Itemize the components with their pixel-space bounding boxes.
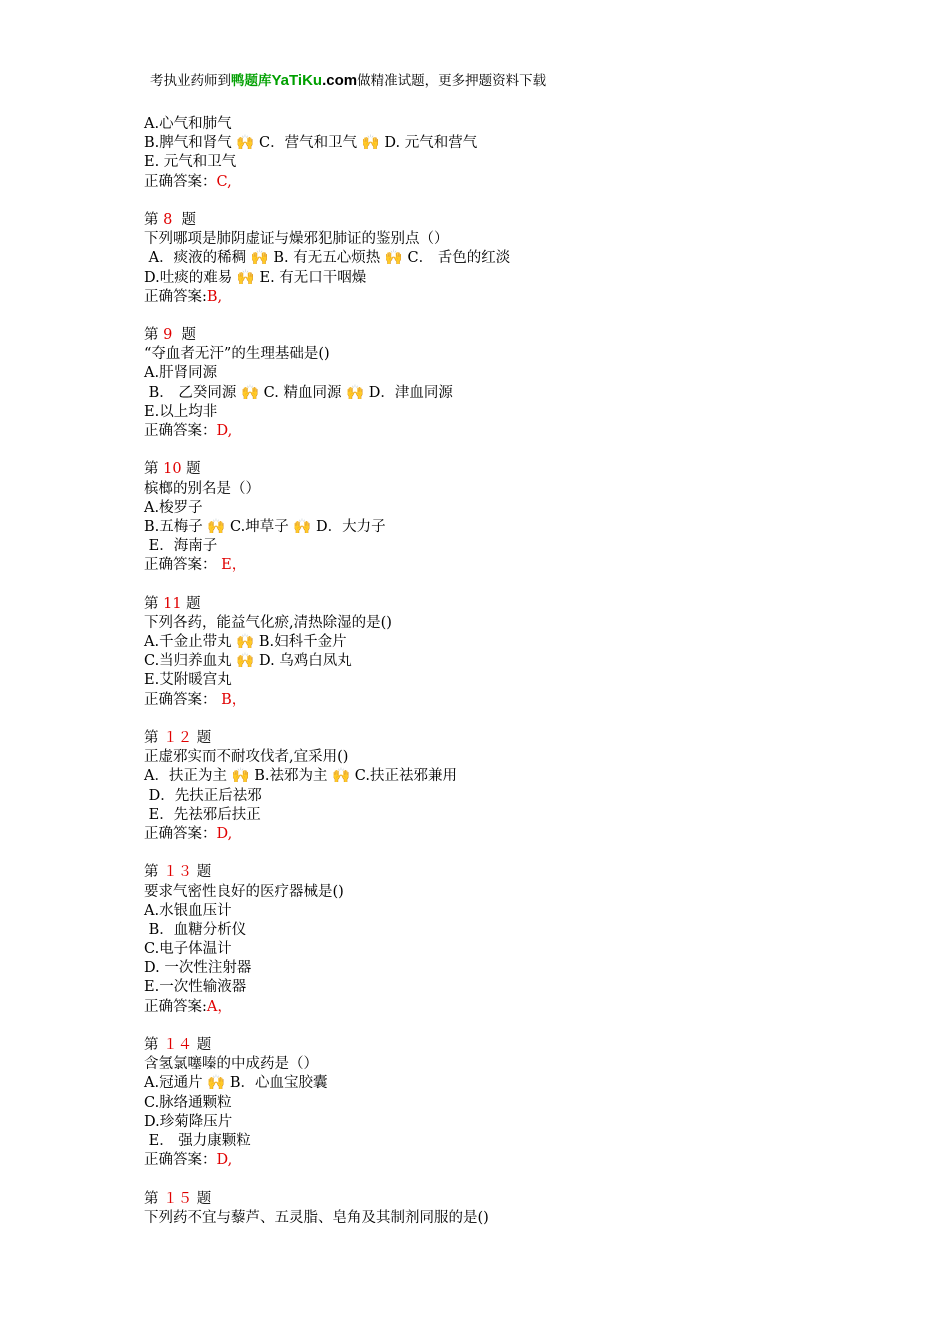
question-number: [144, 863, 864, 882]
answer-value: B，: [216, 691, 247, 708]
brand-name-cn: 鸭题库: [231, 73, 272, 89]
option-line: A．扶正为主 🙌 B.祛邪为主 🙌 C.扶正祛邪兼用: [144, 768, 457, 785]
answer-label: 正确答案：: [144, 423, 217, 439]
question-number-suffix: 题: [172, 327, 197, 344]
answer-line: [144, 1151, 864, 1170]
answer-label: 正确答案：: [144, 691, 217, 708]
question-block: [144, 710, 864, 844]
brand-name-en: YaTiKu: [271, 72, 323, 89]
question-number-suffix: 题: [192, 1190, 212, 1207]
question-stem: 槟榔的别名是（）: [144, 480, 260, 497]
question-number-suffix: 题: [192, 730, 212, 746]
spacer: [144, 710, 864, 729]
page-header: [150, 71, 546, 91]
spacer: [144, 307, 864, 326]
option-line: A.冠通片 🙌 B．心血宝胶囊: [144, 1075, 328, 1092]
question-block: [144, 844, 864, 1017]
questions-container: [144, 192, 864, 1228]
question-number-value: １３: [163, 864, 193, 881]
question-block: [144, 1017, 864, 1171]
question-number: [144, 729, 864, 748]
option-line: D. 一次性注射器: [144, 960, 252, 977]
question-number-prefix: 第: [144, 327, 164, 344]
question-number-suffix: 题: [181, 461, 201, 478]
answer-line: [144, 556, 864, 575]
question-number: [144, 326, 864, 345]
question-number-value: 9: [163, 327, 173, 344]
answer-value: B,: [206, 288, 223, 305]
question-number-value: 8: [163, 211, 173, 228]
answer-label: 正确答案：: [144, 1152, 217, 1169]
question-number-value: １４: [163, 1037, 193, 1053]
question-stem: “夺血者无汗”的生理基础是(): [144, 346, 330, 363]
answer-line: [144, 422, 864, 441]
question-number-prefix: 第: [144, 864, 164, 881]
spacer: [144, 844, 864, 863]
brand-domain-suffix: .com: [322, 72, 358, 89]
answer-line: [144, 691, 864, 710]
question-number-prefix: 第: [144, 1037, 164, 1053]
option-line: D.珍菊降压片: [144, 1113, 233, 1130]
option-line: B.脾气和肾气 🙌 C．营气和卫气 🙌 D. 元气和营气: [144, 135, 478, 152]
option-line: C.电子体温计: [144, 941, 232, 958]
question-number: [144, 460, 864, 479]
question-number-value: 10: [163, 461, 182, 478]
option-line: D．先扶正后祛邪: [144, 787, 262, 804]
question-stem: 正虚邪实而不耐攻伐者,宜采用(): [144, 749, 349, 766]
question-number-prefix: 第: [144, 211, 164, 228]
spacer: [144, 576, 864, 595]
answer-value: E，: [216, 557, 247, 574]
question-number-prefix: 第: [144, 595, 164, 612]
answer-value: D,: [216, 825, 233, 842]
answer-label: 正确答案:: [144, 288, 207, 305]
spacer: [144, 192, 864, 211]
header-prefix: 考执业药师到: [150, 73, 231, 89]
option-line: B．血糖分析仪: [144, 921, 247, 938]
option-line: C.脉络通颗粒: [144, 1094, 232, 1111]
answer-value: A，: [206, 998, 232, 1015]
answer-value: D,: [216, 423, 233, 439]
option-line: A.千金止带丸 🙌 B.妇科千金片: [144, 634, 347, 651]
option-line: E.一次性输液器: [144, 979, 247, 996]
question-number-suffix: 题: [192, 864, 212, 881]
question-block: [144, 307, 864, 441]
question-number-value: 11: [163, 595, 182, 612]
option-line: B.五梅子 🙌 C.坤草子 🙌 D．大力子: [144, 518, 386, 535]
answer-line: [144, 825, 864, 844]
question-number-value: １２: [163, 730, 193, 746]
question-block: [144, 192, 864, 307]
question-block: [144, 441, 864, 575]
question-block: [144, 576, 864, 710]
question-stem: 下列药不宜与藜芦、五灵脂、皂角及其制剂同服的是(): [144, 1209, 489, 1226]
question-number: [144, 1036, 864, 1055]
option-line: E． 强力康颗粒: [144, 1132, 251, 1149]
answer-label: 正确答案：: [144, 173, 217, 190]
option-line: E．先祛邪后扶正: [144, 806, 261, 823]
option-line: E. 元气和卫气: [144, 154, 237, 171]
question-number-value: １５: [163, 1190, 193, 1207]
answer-label: 正确答案：: [144, 557, 217, 574]
spacer: [144, 1017, 864, 1036]
option-line: A.水银血压计: [144, 902, 232, 919]
question-number-suffix: 题: [172, 211, 197, 228]
spacer: [144, 1170, 864, 1189]
answer-label: 正确答案:: [144, 998, 207, 1015]
answer-line: [144, 998, 864, 1017]
option-line: E.以上均非: [144, 403, 218, 420]
question-stem: 要求气密性良好的医疗器械是(): [144, 883, 344, 900]
question-number: [144, 595, 864, 614]
question-stem: 下列各药，能益气化瘀,清热除湿的是(): [144, 614, 392, 631]
option-line: A.梭罗子: [144, 499, 203, 516]
option-line: A.心气和肺气: [144, 116, 232, 132]
header-suffix: 做精准试题，更多押题资料下载: [357, 73, 547, 89]
question-block: [144, 1170, 864, 1228]
answer-label: 正确答案：: [144, 825, 217, 842]
question-list: [144, 115, 864, 1228]
option-line: A．痰液的稀稠 🙌 B. 有无五心烦热 🙌 C． 舌色的红淡: [144, 250, 511, 267]
option-line: E.艾附暖宫丸: [144, 672, 232, 689]
question-number-prefix: 第: [144, 461, 164, 478]
spacer: [144, 441, 864, 460]
option-line: B． 乙癸同源 🙌 C. 精血同源 🙌 D．津血同源: [144, 384, 453, 401]
top-fragment: [144, 115, 864, 192]
answer-line: [144, 288, 864, 307]
question-stem: 含氢氯噻嗪的中成药是（）: [144, 1056, 318, 1073]
question-stem: 下列哪项是肺阴虚证与燥邪犯肺证的鉴别点（）: [144, 231, 449, 248]
answer-value: C,: [216, 173, 232, 190]
question-number-prefix: 第: [144, 1190, 164, 1207]
question-number-suffix: 题: [192, 1037, 212, 1053]
question-number-suffix: 题: [181, 595, 201, 612]
option-line: D.吐痰的难易 🙌 E. 有无口干咽燥: [144, 269, 367, 286]
answer-line: [144, 173, 864, 192]
option-line: C.当归养血丸 🙌 D. 乌鸡白凤丸: [144, 653, 352, 670]
question-number-prefix: 第: [144, 730, 164, 746]
option-line: A.肝肾同源: [144, 365, 218, 382]
answer-value: D,: [216, 1152, 233, 1169]
question-number: [144, 211, 864, 230]
option-line: E．海南子: [144, 538, 218, 555]
question-number: [144, 1190, 864, 1209]
